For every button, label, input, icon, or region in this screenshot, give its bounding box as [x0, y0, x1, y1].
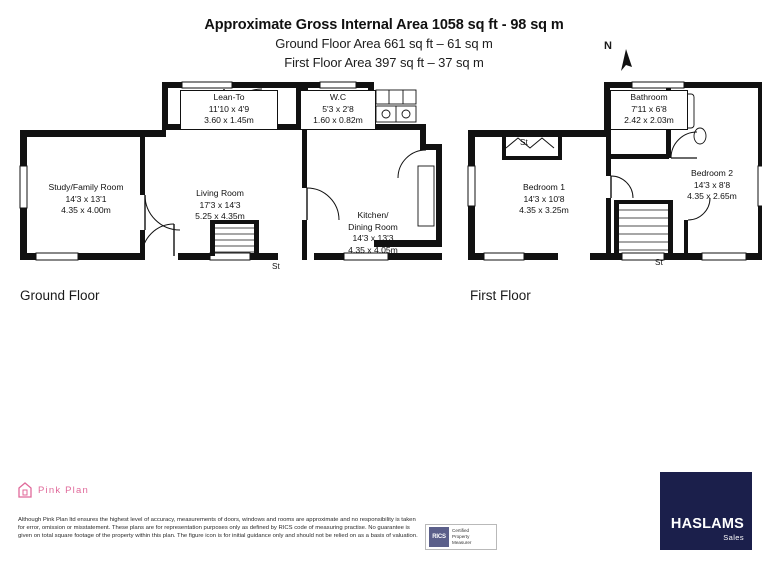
ground-floor-label: Ground Floor: [20, 288, 100, 303]
house-icon: [18, 482, 32, 498]
disclaimer-text: Although Pink Plan ltd ensures the highest level of accuracy, measurements of doors, windows and rooms are approximate and no responsibility is taken for error, omission or misstatement. These plans are for representation purposes only as defined by RICS code of measuring practise. No guarantee is given on total square footage of the property within this plan. The figure icon is for initial guidance only and should not be relied on as a basis of valuation.: [18, 517, 418, 540]
room-label-bedroom-2: Bedroom 2 14'3 x 8'8 4.35 x 2.65m: [687, 168, 737, 201]
room-label-living-room: Living Room 17'3 x 14'3 5.25 x 4.35m: [195, 188, 245, 221]
pink-plan-label: Pink Plan: [38, 484, 89, 496]
rics-mark: RICS: [429, 527, 449, 547]
ground-floor-area-text: Ground Floor Area 661 sq ft – 61 sq m: [275, 36, 493, 51]
first-floor-area-text: First Floor Area 397 sq ft – 37 sq m: [284, 55, 484, 70]
room-label-study-family-room: Study/Family Room 14'3 x 13'1 4.35 x 4.00m: [48, 182, 124, 215]
page-title: Approximate Gross Internal Area 1058 sq ft - 98 sq m: [204, 17, 564, 33]
room-label-kitchen-dining-room: Kitchen/ Dining Room 14'3 x 13'3 4.35 x 4.05m: [348, 210, 398, 255]
pink-plan-logo: [18, 482, 89, 498]
agent-subtitle: Sales: [723, 533, 744, 542]
ground-floor-plan: [14, 70, 444, 285]
storage-label-first-top: St: [520, 138, 528, 147]
agent-name: HASLAMS: [670, 516, 744, 532]
first-floor-label: First Floor: [470, 288, 531, 303]
storage-label-first-bottom: St: [655, 258, 663, 267]
room-label-bathroom: Bathroom 7'11 x 6'8 2.42 x 2.03m: [610, 90, 688, 130]
storage-label-ground: St: [272, 262, 280, 271]
first-floor-plan: [462, 70, 762, 285]
room-label-lean-to: Lean-To 11'10 x 4'9 3.60 x 1.45m: [180, 90, 278, 130]
north-letter: N: [604, 40, 612, 52]
rics-text: Certified Property Measurer: [452, 528, 472, 545]
title-block: [0, 16, 768, 72]
agent-logo-block: [660, 472, 752, 550]
room-label-wc: W.C 5'3 x 2'8 1.60 x 0.82m: [300, 90, 376, 130]
room-label-bedroom-1: Bedroom 1 14'3 x 10'8 4.35 x 3.25m: [519, 182, 569, 215]
rics-certified-badge: [425, 524, 497, 550]
